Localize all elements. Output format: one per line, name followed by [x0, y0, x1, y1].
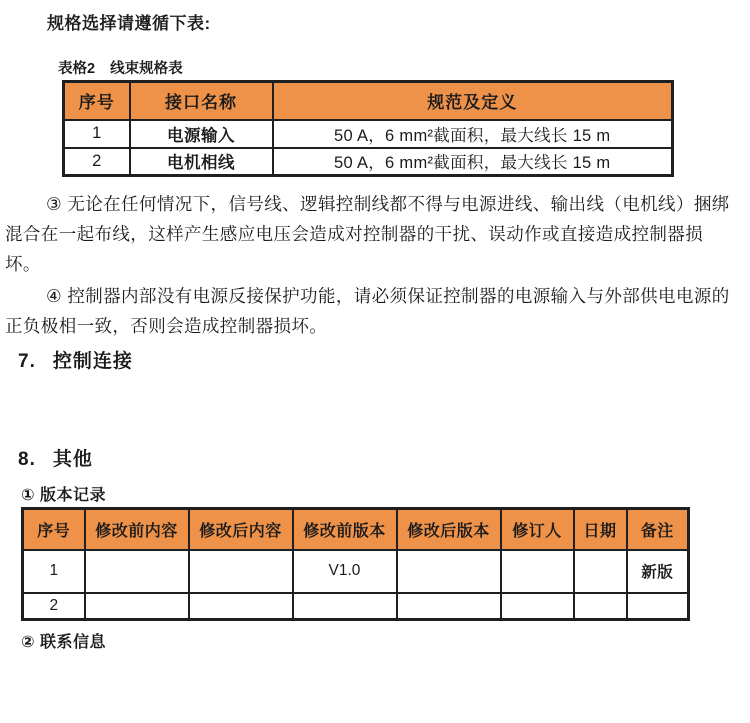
paragraph-line: 正负极相一致，否则会造成控制器损坏。 [5, 316, 328, 336]
table1-caption-title: 线束规格表 [110, 61, 183, 77]
table-cell [574, 550, 627, 593]
table-header-row [64, 82, 673, 120]
table-cell [85, 593, 189, 620]
table-row [23, 593, 689, 620]
table-cell: 50 A，6 mm²截面积，最大线长 15 m [273, 148, 673, 176]
table-header-cell: 序号 [23, 509, 85, 550]
table-cell [397, 550, 501, 593]
subsection-contact-info: ② 联系信息 [21, 634, 106, 651]
document-page [0, 14, 750, 723]
table-row [64, 148, 673, 176]
table-cell: 1 [64, 120, 130, 148]
wire-spec-table [62, 80, 674, 177]
table-cell [189, 550, 293, 593]
table-row [23, 550, 689, 593]
table-header-cell: 修改后内容 [189, 509, 293, 550]
table-cell [501, 593, 574, 620]
table-header-cell: 修订人 [501, 509, 574, 550]
table-header-row [23, 509, 689, 550]
table-cell [189, 593, 293, 620]
table-cell [627, 593, 689, 620]
table1-caption-label: 表格2 [58, 61, 96, 77]
version-record-table [21, 507, 690, 621]
table-cell: 50 A，6 mm²截面积，最大线长 15 m [273, 120, 673, 148]
section-heading-7 [18, 351, 750, 372]
table-cell: 电机相线 [130, 148, 273, 176]
table-cell: 1 [23, 550, 85, 593]
table-header-cell: 接口名称 [130, 82, 273, 120]
table-header-cell: 序号 [64, 82, 130, 120]
table-header-cell: 规范及定义 [273, 82, 673, 120]
section-number: 7. [18, 351, 36, 372]
table-header-cell: 备注 [627, 509, 689, 550]
table1-caption [58, 61, 750, 78]
note-paragraph-3 [5, 189, 746, 279]
table-cell: 电源输入 [130, 120, 273, 148]
table-row [64, 120, 673, 148]
section-heading-8 [18, 449, 750, 470]
paragraph-line: ③ 无论在任何情况下，信号线、逻辑控制线都不得与电源进线、输出线（电机线）捆绑 [46, 194, 730, 214]
subsection-version-record: ① 版本记录 [21, 487, 106, 504]
note-paragraph-4 [5, 281, 746, 341]
table-cell [85, 550, 189, 593]
table-header-cell: 修改前版本 [293, 509, 397, 550]
paragraph-line: ④ 控制器内部没有电源反接保护功能，请必须保证控制器的电源输入与外部供电电源的 [46, 286, 730, 306]
table-cell: 新版 [627, 550, 689, 593]
table-cell: 2 [64, 148, 130, 176]
paragraph-line: 坏。 [5, 254, 41, 274]
table-cell [501, 550, 574, 593]
table-cell [293, 593, 397, 620]
table-header-cell: 修改后版本 [397, 509, 501, 550]
section-title: 控制连接 [52, 351, 133, 372]
table-header-cell: 日期 [574, 509, 627, 550]
paragraph-line: 混合在一起布线，这样产生感应电压会造成对控制器的干扰、误动作或直接造成控制器损 [5, 224, 704, 244]
table-header-cell: 修改前内容 [85, 509, 189, 550]
table-cell: 2 [23, 593, 85, 620]
table-cell [574, 593, 627, 620]
table-cell: V1.0 [293, 550, 397, 593]
section-number: 8. [18, 449, 36, 470]
table-cell [397, 593, 501, 620]
section-title: 其他 [52, 449, 93, 470]
intro-text: 规格选择请遵循下表: [47, 14, 211, 33]
